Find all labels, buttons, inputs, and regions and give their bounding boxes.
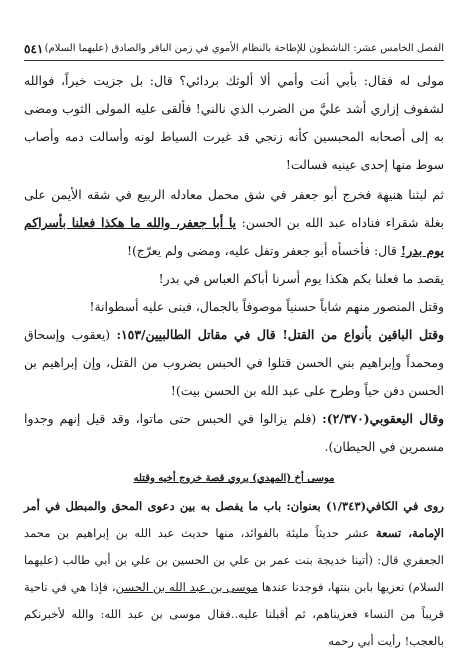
page-number: ٥٤١ — [24, 42, 44, 56]
text-line: (فلم يزالوا في الحبس حتى ماتوا، وقد قيل إنهم وجدوا — [24, 411, 317, 426]
section-heading: موسى أخ (المهدي) يروي قصة خروج أخيه وقتله — [133, 473, 335, 484]
citation-lead: وقتل الباقين بأنواع من القتل! قال في مقاتل الطالبيين/١٥٣: — [116, 327, 444, 342]
text-line: حياً وطرح على عبد الله بن الحسن بيت)! — [170, 383, 380, 398]
paragraph — [24, 67, 444, 179]
chapter-title: الفصل الخامس عشر: الناشطون للإطاحة بالنظام الأموي في زمن الباقر والصادق (عليهما السلام) — [44, 43, 444, 54]
citation-lead: وقال اليعقوبي(٢/٣٧٠): — [322, 411, 444, 426]
paragraph — [24, 405, 444, 461]
text-line: بنت عمر بن علي بن الحسين بن علي بن أبي طالب (عليهما السلام) نعزيها بابن بنتها، فوجدنا — [24, 553, 444, 594]
document-page — [24, 40, 444, 660]
highlighted-quote: يا أبا جعفر، والله ما هكذا فعلنا بأسراكم يوم بدر! — [24, 215, 444, 258]
text-line: شقراء فناداه عبد الله بن الحسن: — [241, 215, 419, 230]
body-text — [24, 67, 444, 655]
text-line: ثم أقبلنا عليه..فقال موسى بن عبد الله: والله لأخبرنكم بالعجب! رأيت أبي رحمه — [24, 607, 444, 648]
text-line: يقصد ما فعلنا بكم هكذا يوم أسرنا أباكم العباس في بدر! — [158, 271, 444, 286]
text-line: وإبراهيم بني الحسن قتلوا في الحبس بضروب من القتل، وإن إبراهيم بن الحسن دفن — [24, 355, 444, 398]
text-line: منها إحدى عينيه فسالت! — [285, 157, 412, 172]
paragraph — [24, 493, 444, 655]
text-line: عشر حديثاً مليئة بالفوائد، منها حديث عبد الله بن إبراهيم بن محمد الجعفري قال: (أتينا خديجة — [24, 526, 445, 567]
text-line: وقتل المنصور منهم شاباً حسنياً موصوفاً بالجمال، فبنى عليه أسطوانة! — [89, 299, 444, 314]
paragraph — [24, 321, 444, 405]
paragraph — [24, 265, 444, 293]
text-line: مولى له فقال: بأبي أنت وأمي ألا ألوثك بردائي؟ قال: بل جزيت خيراً، فوالله — [24, 73, 444, 88]
text-line: عندها — [261, 580, 288, 594]
running-header — [24, 40, 444, 61]
text-line: قال: فأخسأه أبو جعفر وتفل عليه، ومضى ولم يعرّج)! — [126, 243, 397, 258]
paragraph — [24, 181, 444, 265]
text-line: لشفوف إزاري أشد عليَّ من الضرب الذي نالني! فألقى عليه المولى الثوب ومضى به — [24, 101, 444, 144]
text-line: (يعقوب وإسحاق ومحمداً — [24, 327, 444, 370]
text-line: إلى أصحابه المحبسين كأنه زنجي قد غيرت السياط لونه وأسالت دمه وأصاب سوط — [24, 129, 444, 172]
underlined-name: موسى بن عبد الله بن الحسن — [115, 580, 258, 594]
citation-lead: روى في الكافي(١/٣٤٣) بعنوان: باب ما يفصل به بين دعوى المحق والمبطل في أمر الإمامة، تسعة — [24, 499, 444, 540]
text-line: مسمرين في الحيطان). — [324, 439, 444, 454]
text-line: ثم لبثنا هنيهة فخرج أبو جعفر في شق محمل معادله الربيع في شقه الأيمن على بغلة — [24, 187, 444, 230]
paragraph — [24, 293, 444, 321]
text-line: ، فإذا هي في ناحية قريباً من النساء فعزيناهم، — [24, 580, 445, 621]
